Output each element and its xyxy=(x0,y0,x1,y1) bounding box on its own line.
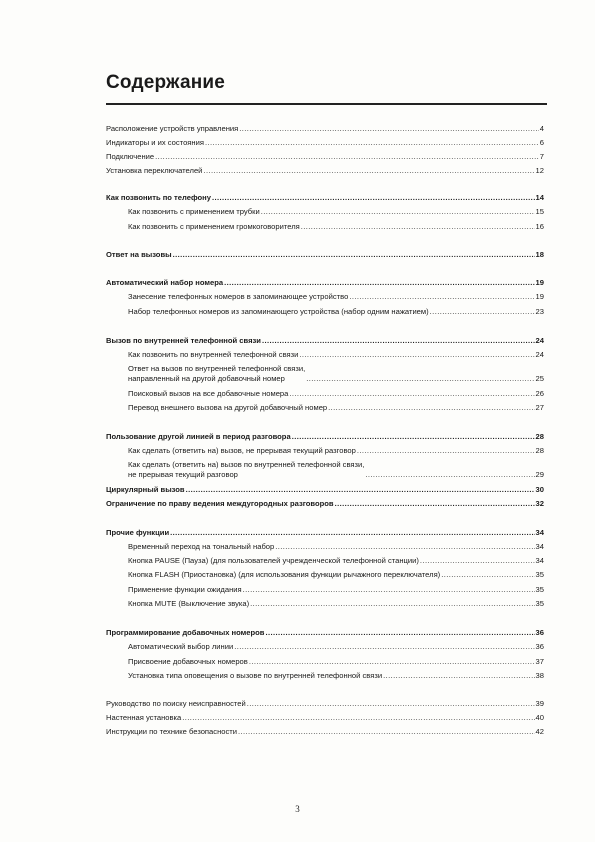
dot-leader xyxy=(301,222,535,232)
toc-entry-label-text: Как позвонить по телефону xyxy=(106,193,211,202)
toc-entry xyxy=(128,350,544,360)
toc-entry-label xyxy=(106,336,261,346)
toc-entry-label-text: Занесение телефонных номеров в запоминающее устройство xyxy=(128,292,349,301)
toc-entry xyxy=(106,193,544,203)
dot-leader xyxy=(186,485,535,495)
toc-entry-page: 28 xyxy=(535,432,544,441)
toc-entry-page: 25 xyxy=(535,373,544,383)
toc-entry-page: 24 xyxy=(535,336,544,345)
dot-leader xyxy=(292,432,535,442)
toc-entry-label xyxy=(106,138,204,148)
toc-entry xyxy=(106,528,544,538)
toc-entry-label-text: Перевод внешнего вызова на другой добавочный номер xyxy=(128,403,328,412)
toc-entry-label-text: Кнопка PAUSE (Пауза) (для пользователей учрежденческой телефонной станции) xyxy=(128,556,419,565)
toc-entry-label xyxy=(128,657,248,667)
toc-entry-label-text: Поисковый вызов на все добавочные номера xyxy=(128,389,289,398)
toc-entry-label xyxy=(106,193,211,203)
toc-entry-label-text: Вызов по внутренней телефонной связи xyxy=(106,336,261,345)
toc-entry-label-text: Руководство по поиску неисправностей xyxy=(106,699,246,708)
dot-leader xyxy=(306,374,534,384)
dot-leader xyxy=(212,193,535,203)
toc-entry xyxy=(128,446,544,456)
toc-entry-label xyxy=(106,727,237,737)
dot-leader xyxy=(247,699,535,709)
toc-entry-page: 14 xyxy=(535,193,544,202)
dot-leader xyxy=(173,250,535,260)
toc-entry-page: 18 xyxy=(535,250,544,259)
toc-entry-label-text: не прерывая текущий разговор xyxy=(128,469,238,479)
toc-entry-page: 24 xyxy=(535,350,544,359)
dot-leader xyxy=(203,166,534,176)
toc-entry xyxy=(106,278,544,288)
toc-entry-label-text: направленный на другой добавочный номер xyxy=(128,373,285,383)
toc-entry xyxy=(128,570,544,580)
toc-entry-page: 19 xyxy=(535,278,544,287)
dot-leader xyxy=(383,671,534,681)
dot-leader xyxy=(249,657,535,667)
dot-leader xyxy=(234,642,534,652)
dot-leader xyxy=(250,599,534,609)
page-title: Содержание xyxy=(106,72,226,93)
toc-entry-label xyxy=(128,642,233,652)
toc-entry xyxy=(106,699,544,709)
toc-entry-page: 32 xyxy=(535,499,544,508)
toc-entry-label-text: Как позвонить с применением трубки xyxy=(128,207,260,216)
toc-entry xyxy=(128,657,544,667)
toc-entry-label-text: Присвоение добавочных номеров xyxy=(128,657,248,666)
toc-entry-label-text: Автоматический выбор линии xyxy=(128,642,234,651)
toc-entry xyxy=(128,207,544,217)
toc-entry-page: 29 xyxy=(535,469,544,479)
toc-entry-page: 34 xyxy=(535,542,544,551)
toc-entry-page: 35 xyxy=(535,585,544,594)
toc-entry-page: 16 xyxy=(535,222,544,231)
toc-entry-label xyxy=(128,350,298,360)
toc-entry-label-text: Циркулярный вызов xyxy=(106,485,185,494)
toc-entry-label xyxy=(106,250,172,260)
toc-entry-page: 39 xyxy=(535,699,544,708)
dot-leader xyxy=(275,542,534,552)
toc-entry-label xyxy=(106,166,202,176)
toc-entry xyxy=(106,152,544,162)
dot-leader xyxy=(262,336,535,346)
toc-entry-label-text: Индикаторы и их состояния xyxy=(106,138,204,147)
toc-entry-label-text: Как сделать (ответить на) вызов, не прерывая текущий разговор xyxy=(128,446,356,455)
toc-entry xyxy=(106,250,544,260)
toc-entry-label-text: Программирование добавочных номеров xyxy=(106,628,265,637)
toc-entry-page: 12 xyxy=(535,166,544,175)
dot-leader xyxy=(441,570,534,580)
toc-entry-page: 4 xyxy=(539,124,544,133)
toc-entry-page: 34 xyxy=(535,556,544,565)
toc-entry-label-text: Набор телефонных номеров из запоминающего устройства (набор одним нажатием) xyxy=(128,307,429,316)
dot-leader xyxy=(357,446,535,456)
dot-leader xyxy=(335,499,535,509)
toc-entry-label-text: Пользование другой линией в период разговора xyxy=(106,432,291,441)
dot-leader xyxy=(261,207,535,217)
dot-leader xyxy=(205,138,539,148)
toc-entry xyxy=(106,124,544,134)
toc-entry-label-text: Как позвонить с применением громкоговорителя xyxy=(128,222,300,231)
toc-entry-label-text: Автоматический набор номера xyxy=(106,278,224,287)
toc-entry-label xyxy=(106,432,291,442)
toc-entry-label-text: Установка типа оповещения о вызове по внутренней телефонной связи xyxy=(128,671,383,680)
toc-entry-page: 19 xyxy=(535,292,544,301)
toc-entry-label-text: Как позвонить по внутренней телефонной связи xyxy=(128,350,299,359)
toc-entry xyxy=(128,403,544,413)
dot-leader xyxy=(299,350,534,360)
toc-entry xyxy=(128,460,544,479)
toc-entry-label-text: Инструкции по технике безопасности xyxy=(106,727,237,736)
toc-entry xyxy=(128,389,544,399)
toc-entry-page: 42 xyxy=(535,727,544,736)
toc-entry-label xyxy=(128,542,274,552)
toc-entry xyxy=(106,166,544,176)
toc-entry-label xyxy=(128,403,327,413)
toc-entry-page: 34 xyxy=(535,528,544,537)
toc-entry-page: 15 xyxy=(535,207,544,216)
page-number: 3 xyxy=(295,804,300,814)
dot-leader xyxy=(182,713,534,723)
toc-entry-page: 38 xyxy=(535,671,544,680)
toc-entry-label xyxy=(106,278,223,288)
toc-entry-label xyxy=(106,485,185,495)
toc-entry-label-text: Применение функции ожидания xyxy=(128,585,242,594)
toc-entry-label-text: Ограничение по праву ведения междугородных разговоров xyxy=(106,499,334,508)
toc-entry-label xyxy=(128,671,382,681)
toc-entry-label xyxy=(128,389,288,399)
toc-entry-page: 26 xyxy=(535,389,544,398)
toc-entry-label xyxy=(128,585,242,595)
toc-entry-label-text: Установка переключателей xyxy=(106,166,203,175)
toc-entry xyxy=(128,307,544,317)
toc-entry xyxy=(106,713,544,723)
toc-entry-label xyxy=(128,364,305,383)
toc-entry-label xyxy=(128,570,440,580)
toc-entry xyxy=(128,642,544,652)
toc-entry-page: 35 xyxy=(535,570,544,579)
toc-entry-label xyxy=(128,446,356,456)
toc-entry xyxy=(128,292,544,302)
dot-leader xyxy=(170,528,534,538)
dot-leader xyxy=(349,292,534,302)
toc-entry xyxy=(106,336,544,346)
toc-entry xyxy=(128,556,544,566)
toc-entry-label-text: Временный переход на тональный набор xyxy=(128,542,275,551)
toc-entry-label-text: Кнопка FLASH (Приостановка) (для использования функции рычажного переключателя) xyxy=(128,570,441,579)
toc-entry-label xyxy=(128,307,429,317)
toc-entry xyxy=(128,585,544,595)
toc-entry-label xyxy=(128,292,348,302)
toc-entry xyxy=(106,432,544,442)
toc-entry xyxy=(106,628,544,638)
toc-entry xyxy=(106,499,544,509)
dot-leader xyxy=(289,389,534,399)
toc-entry-label-text: Настенная установка xyxy=(106,713,182,722)
toc-entry-label xyxy=(128,556,419,566)
toc-entry-label xyxy=(106,713,181,723)
dot-leader xyxy=(238,727,535,737)
toc-entry-label xyxy=(128,460,364,479)
dot-leader xyxy=(328,403,534,413)
toc-entry-page: 6 xyxy=(539,138,544,147)
toc-entry xyxy=(106,138,544,148)
dot-leader xyxy=(420,556,535,566)
toc-entry-page: 35 xyxy=(535,599,544,608)
toc-entry-label xyxy=(106,124,238,134)
toc-entry-label xyxy=(128,222,300,232)
dot-leader xyxy=(365,470,534,480)
toc-entry xyxy=(106,485,544,495)
toc-entry-page: 36 xyxy=(535,642,544,651)
toc-entry-label xyxy=(106,628,264,638)
toc-entry-label xyxy=(106,499,334,509)
toc-entry-label xyxy=(128,207,260,217)
toc-entry xyxy=(128,671,544,681)
toc-entry-label xyxy=(106,699,246,709)
toc-entry-label-text: Расположение устройств управления xyxy=(106,124,239,133)
toc-entry-label xyxy=(106,152,154,162)
toc-entry-label-line: Как сделать (ответить на) вызов по внутренней телефонной связи, xyxy=(128,460,365,469)
toc-entry-page: 28 xyxy=(535,446,544,455)
toc-entry xyxy=(128,599,544,609)
toc-entry xyxy=(128,542,544,552)
toc-entry-label-line: Ответ на вызов по внутренней телефонной связи, xyxy=(128,364,306,373)
toc-entry xyxy=(106,727,544,737)
toc-entry-page: 40 xyxy=(535,713,544,722)
toc-entry-label xyxy=(128,599,249,609)
dot-leader xyxy=(155,152,539,162)
toc-entry-page: 36 xyxy=(535,628,544,637)
dot-leader xyxy=(265,628,534,638)
toc-entry-page: 30 xyxy=(535,485,544,494)
dot-leader xyxy=(224,278,534,288)
toc-entry-page: 37 xyxy=(535,657,544,666)
toc-entry-label-text: Ответ на вызовы xyxy=(106,250,172,259)
dot-leader xyxy=(239,124,539,134)
dot-leader xyxy=(243,585,535,595)
toc-entry xyxy=(128,364,544,383)
dot-leader xyxy=(430,307,535,317)
toc-entry-label-text: Прочие функции xyxy=(106,528,170,537)
toc-entry-page: 7 xyxy=(539,152,544,161)
toc-entry xyxy=(128,222,544,232)
toc-entry-page: 23 xyxy=(535,307,544,316)
toc-entry-label-text: Подключение xyxy=(106,152,155,161)
toc-entry-page: 27 xyxy=(535,403,544,412)
toc-entry-label-text: Кнопка MUTE (Выключение звука) xyxy=(128,599,250,608)
toc-entry-label xyxy=(106,528,169,538)
